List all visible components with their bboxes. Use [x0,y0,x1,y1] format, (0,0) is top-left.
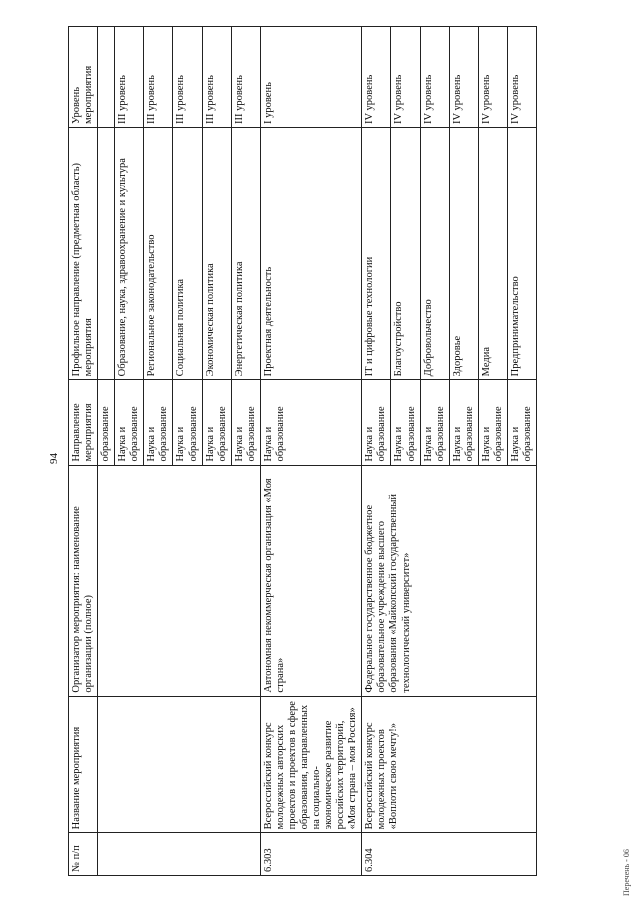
cell-level: III уровень [115,27,144,128]
cell-level: III уровень [231,27,260,128]
cell-level [98,27,115,128]
table-row-6304 [362,27,391,876]
cell-direction: Наука и образование [478,380,507,465]
page-footer: Перечень - 06 [622,849,631,896]
cell-profile: Добровольчество [420,127,449,379]
cell-direction: Наука и образование [507,380,536,465]
cell-name-empty [98,696,261,833]
cell-direction: Наука и образование [362,380,391,465]
header-num: № п/п [69,833,98,876]
cell-profile: Социальная политика [173,127,202,379]
cell-direction: Наука и образование [173,380,202,465]
cell-level: IV уровень [391,27,420,128]
header-organizer: Организатор мероприятия: наименование организации (полное) [69,465,98,696]
cell-profile: Региональное законодательство [144,127,173,379]
cell-num-empty [98,833,261,876]
cell-direction: Наука и образование [391,380,420,465]
cell-direction: Наука и образование [420,380,449,465]
cell-profile: Проектная деятельность [260,127,362,379]
header-level: Уровень мероприятия [69,27,98,128]
cell-level: III уровень [144,27,173,128]
cell-level: IV уровень [449,27,478,128]
cell-level: III уровень [173,27,202,128]
cell-organizer-empty [98,465,261,696]
cell-num: 6.304 [362,833,537,876]
cell-direction: Наука и образование [202,380,231,465]
cell-organizer: Федеральное государственное бюджетное образовательное учреждение высшего образования «Майкопский государственный технологический университет» [362,465,537,696]
cell-direction: Наука и образование [115,380,144,465]
cell-profile [98,127,115,379]
cell-num: 6.303 [260,833,362,876]
table-row-6303 [260,27,362,876]
header-profile: Профильное направление (предметная область) мероприятия [69,127,98,379]
cell-direction: Наука и образование [449,380,478,465]
cell-profile: Энергетическая политика [231,127,260,379]
header-name: Название мероприятия [69,696,98,833]
cell-profile: Предпринимательство [507,127,536,379]
cell-level: IV уровень [420,27,449,128]
cell-direction: Наука и образование [231,380,260,465]
cell-level: IV уровень [507,27,536,128]
cell-profile: Экономическая политика [202,127,231,379]
cell-level: IV уровень [362,27,391,128]
cell-profile: Здоровье [449,127,478,379]
cell-direction: Наука и образование [144,380,173,465]
table-header-row [69,27,98,876]
events-table [68,26,537,876]
cell-level: III уровень [202,27,231,128]
cell-level: IV уровень [478,27,507,128]
header-direction: Направление мероприятия [69,380,98,465]
cell-organizer: Автономная некоммерческая организация «Моя страна» [260,465,362,696]
cell-direction: Наука и образование [260,380,362,465]
cell-profile: Медиа [478,127,507,379]
table-row [98,27,115,876]
cell-name: Всероссийский конкурс молодежных авторских проектов и проектов в сфере образования, направленных на социально-экономическое развитие российских территорий, «Моя страна – моя Россия» [260,696,362,833]
cell-direction: образование [98,380,115,465]
cell-profile: IT и цифровые технологии [362,127,391,379]
cell-profile: Благоустройство [391,127,420,379]
cell-level: I уровень [260,27,362,128]
cell-profile: Образование, наука, здравоохранение и культура [115,127,144,379]
cell-name: Всероссийский конкурс молодежных проектов «Воплоти свою мечту!» [362,696,537,833]
page-number: 94 [48,453,60,464]
